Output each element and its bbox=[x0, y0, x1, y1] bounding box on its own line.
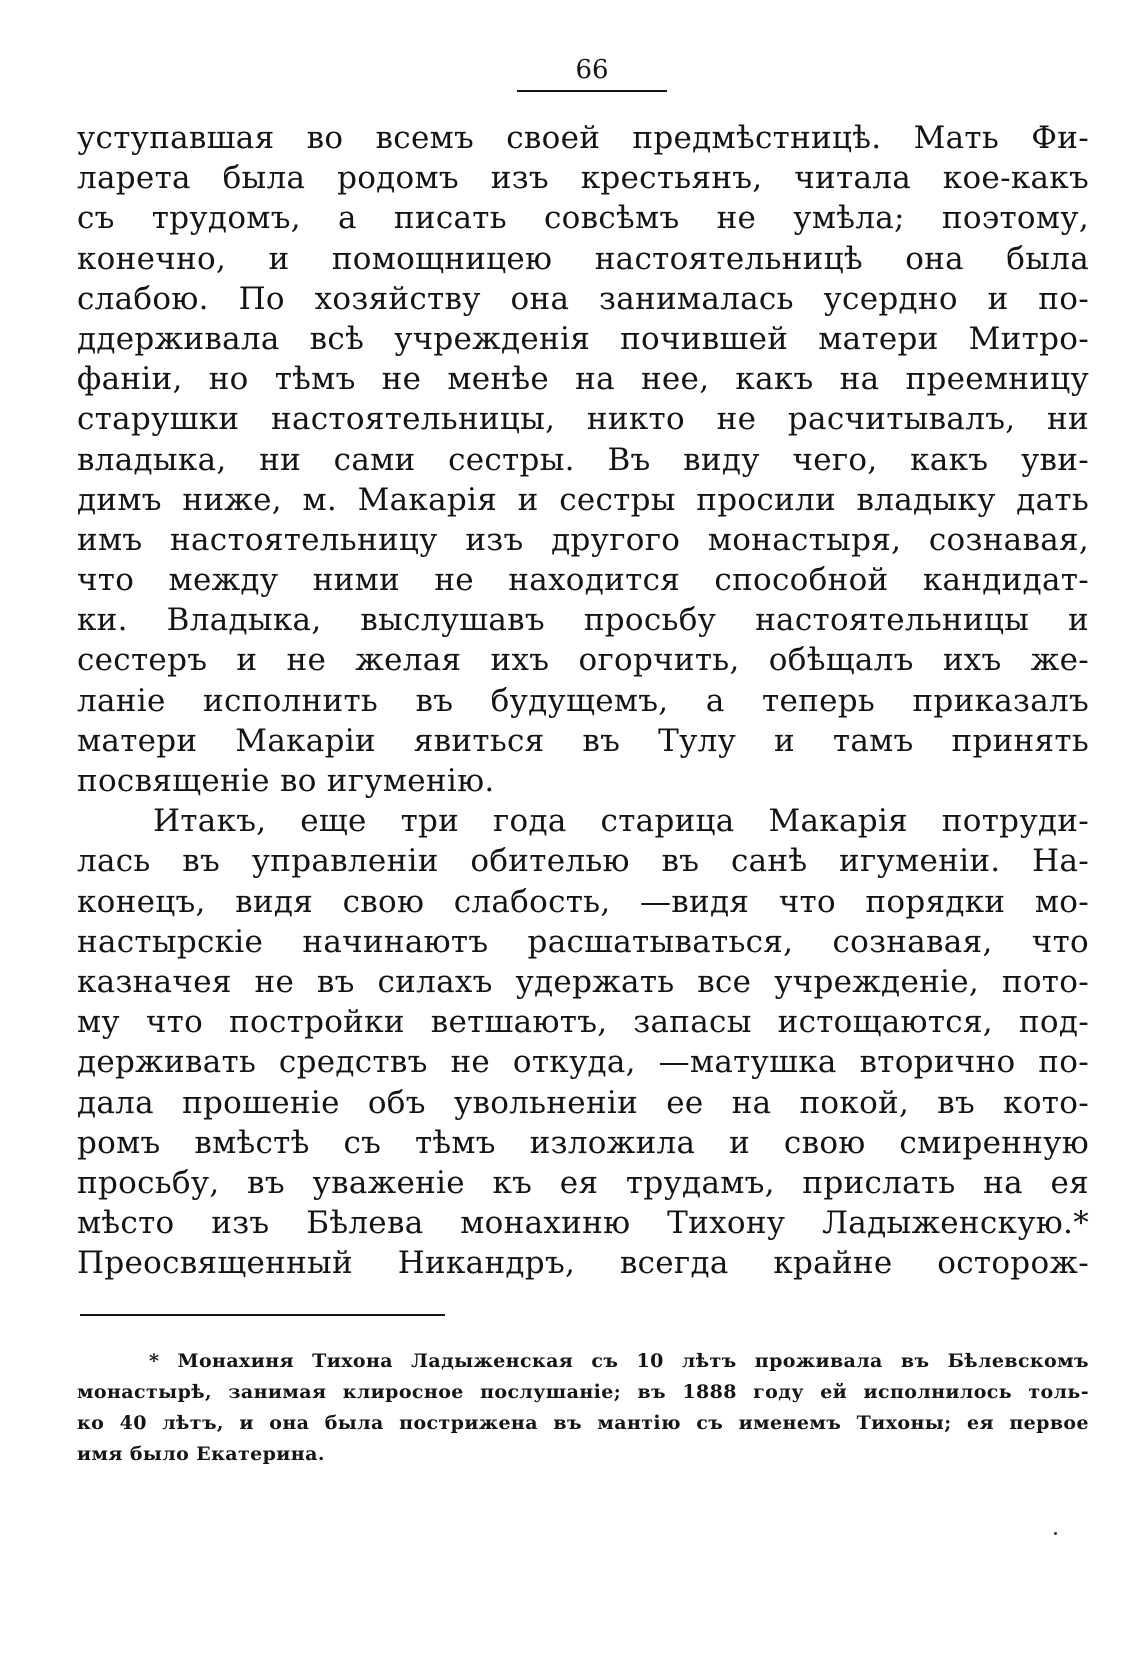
body-line: матери Макаріи явиться въ Тулу и тамъ принять bbox=[77, 722, 1089, 759]
footnote-line: ко 40 лѣтъ, и она была пострижена въ мантію съ именемъ Тихоны; ея первое bbox=[77, 1412, 1089, 1434]
body-line: ланіе исполнить въ будущемъ, а теперь приказалъ bbox=[77, 682, 1089, 719]
body-line: Преосвященный Никандръ, всегда крайне осторож- bbox=[77, 1245, 1089, 1282]
body-line: ки. Владыка, выслушавъ просьбу настоятельницы и bbox=[77, 602, 1089, 639]
page-header bbox=[0, 52, 1140, 92]
body-line: фаніи, но тѣмъ не менѣе на нее, какъ на преемницу bbox=[77, 361, 1089, 398]
print-speck bbox=[1054, 1532, 1057, 1535]
body-line: что между ними не находится способной кандидат- bbox=[77, 562, 1089, 599]
body-line: лась въ управленіи обителью въ санѣ игуменіи. На- bbox=[77, 843, 1089, 880]
body-line: конецъ, видя свою слабость, —видя что порядки мо- bbox=[77, 883, 1089, 920]
body-line: имъ настоятельницу изъ другого монастыря, сознавая, bbox=[77, 521, 1089, 558]
footnote-line: имя было Екатерина. bbox=[77, 1443, 325, 1465]
body-line: сестеръ и не желая ихъ огорчить, обѣщалъ ихъ же- bbox=[77, 642, 1089, 679]
body-line: му что постройки ветшаютъ, запасы истощаются, под- bbox=[77, 1004, 1089, 1041]
body-line: ларета была родомъ изъ крестьянъ, читала кое-какъ bbox=[77, 160, 1089, 197]
body-line: владыка, ни сами сестры. Въ виду чего, какъ уви- bbox=[77, 441, 1089, 478]
body-line: казначея не въ силахъ удержать все учрежденіе, пото- bbox=[77, 963, 1089, 1000]
body-line: держивать средствъ не откуда, —матушка вторично по- bbox=[77, 1044, 1089, 1081]
body-line: просьбу, въ уваженіе къ ея трудамъ, прислать на ея bbox=[77, 1164, 1089, 1201]
body-line: слабою. По хозяйству она занималась усердно и по- bbox=[77, 280, 1089, 317]
body-line: старушки настоятельницы, никто не расчитывалъ, ни bbox=[77, 401, 1089, 438]
page-number: 66 bbox=[517, 52, 666, 92]
body-line: съ трудомъ, а писать совсѣмъ не умѣла; поэтому, bbox=[77, 200, 1089, 237]
footnote bbox=[77, 1346, 1089, 1470]
footnote-line: * Монахиня Тихона Ладыженская съ 10 лѣтъ проживала въ Бѣлевскомъ bbox=[149, 1350, 1089, 1372]
body-line: мѣсто изъ Бѣлева монахиню Тихону Ладыженскую.* bbox=[77, 1205, 1089, 1242]
footnote-line: монастырѣ, занимая клиросное послушаніе; въ 1888 году ей исполнилось толь- bbox=[77, 1381, 1089, 1403]
body-line: уступавшая во всемъ своей предмѣстницѣ. Мать Фи- bbox=[77, 120, 1089, 156]
body-line: ддерживала всѣ учрежденія почившей матери Митро- bbox=[77, 320, 1089, 357]
body-line: настырскіе начинаютъ расшатываться, сознавая, что bbox=[77, 923, 1089, 960]
body-line: конечно, и помощницею настоятельницѣ она была bbox=[77, 240, 1089, 277]
body-text bbox=[77, 118, 1089, 1283]
body-line: димъ ниже, м. Макарія и сестры просили владыку дать bbox=[77, 481, 1089, 518]
paragraph-start-line: Итакъ, еще три года старица Макарія потруди- bbox=[153, 803, 1089, 840]
body-line: ромъ вмѣстѣ съ тѣмъ изложила и свою смиренную bbox=[77, 1124, 1089, 1161]
footnote-divider bbox=[80, 1314, 445, 1316]
paragraph-end-line: посвященіе во игуменію. bbox=[77, 763, 495, 799]
body-line: дала прошеніе объ увольненіи ее на покой, въ кото- bbox=[77, 1084, 1089, 1121]
